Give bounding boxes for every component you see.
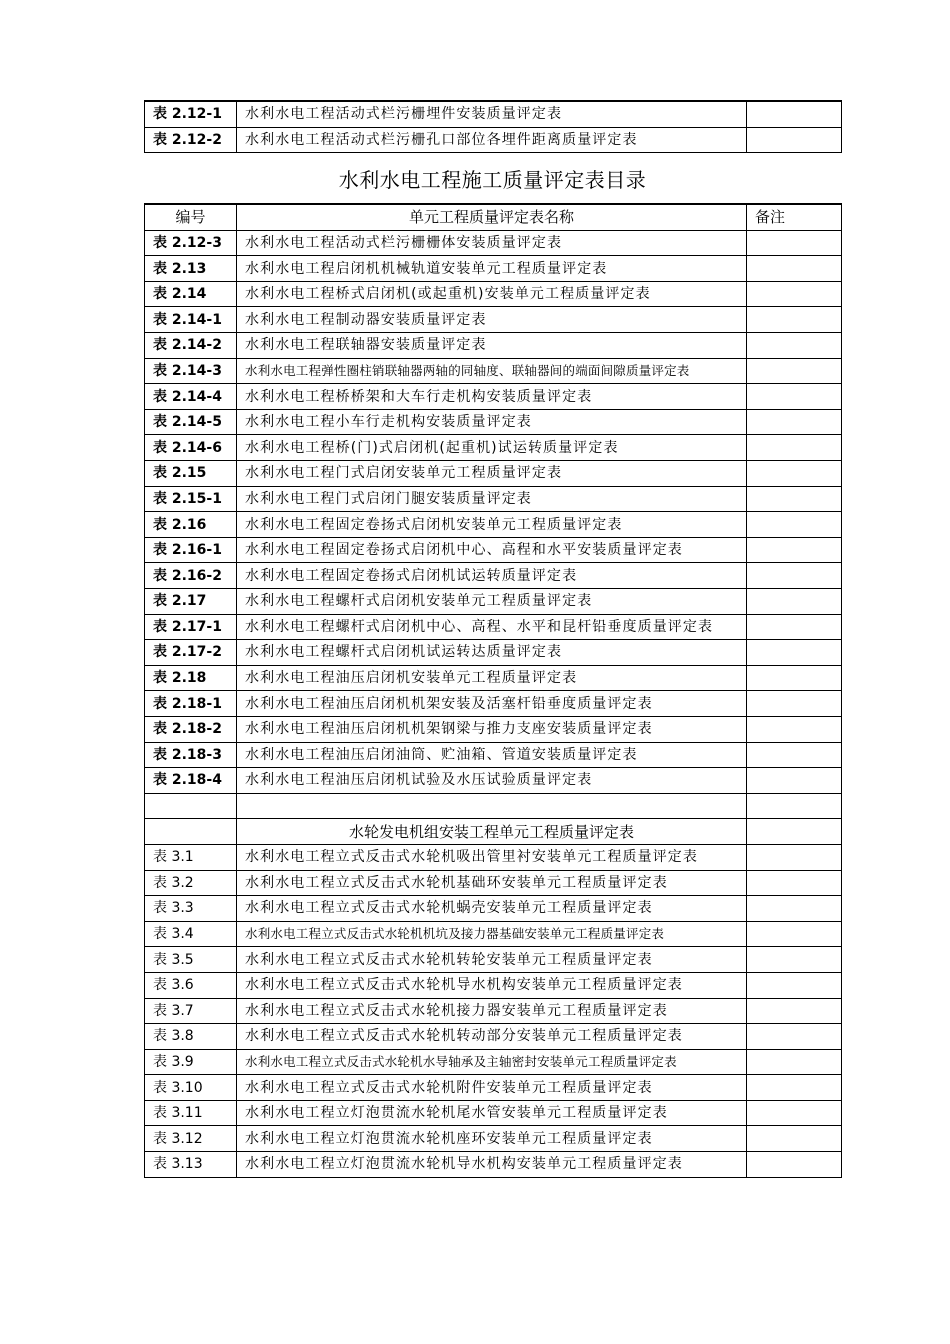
row-code: 表 2.14-6 xyxy=(145,435,237,461)
empty-cell xyxy=(237,793,747,819)
row-note xyxy=(747,972,842,998)
table-row xyxy=(145,716,842,742)
row-note xyxy=(747,101,842,127)
table-row xyxy=(145,998,842,1024)
row-code: 表 2.18-2 xyxy=(145,716,237,742)
table-row xyxy=(145,384,842,410)
table-row xyxy=(145,435,842,461)
row-name: 水利水电工程立式反击式水轮机转动部分安装单元工程质量评定表 xyxy=(237,1024,747,1050)
row-code: 表 2.17-2 xyxy=(145,640,237,666)
row-note xyxy=(747,333,842,359)
table-row xyxy=(145,409,842,435)
row-name: 水利水电工程立式反击式水轮机附件安装单元工程质量评定表 xyxy=(237,1075,747,1101)
section-heading: 水轮发电机组安装工程单元工程质量评定表 xyxy=(237,819,747,845)
row-name: 水利水电工程立式反击式水轮机蜗壳安装单元工程质量评定表 xyxy=(237,896,747,922)
row-code: 表 2.18 xyxy=(145,665,237,691)
table-row xyxy=(145,972,842,998)
catalog-table xyxy=(144,203,842,1178)
row-code: 表 2.12-1 xyxy=(145,101,237,127)
row-name: 水利水电工程螺杆式启闭机试运转达质量评定表 xyxy=(237,640,747,666)
row-name: 水利水电工程立灯泡贯流水轮机尾水管安装单元工程质量评定表 xyxy=(237,1100,747,1126)
table-row xyxy=(145,461,842,487)
table-row xyxy=(145,768,842,794)
table-row xyxy=(145,333,842,359)
row-name: 水利水电工程联轴器安装质量评定表 xyxy=(237,333,747,359)
row-code: 表 2.17 xyxy=(145,589,237,615)
row-note xyxy=(747,1100,842,1126)
row-note xyxy=(747,1152,842,1178)
row-name: 水利水电工程小车行走机构安装质量评定表 xyxy=(237,409,747,435)
row-name: 水利水电工程立式反击式水轮机基础环安装单元工程质量评定表 xyxy=(237,870,747,896)
row-code: 表 2.16 xyxy=(145,512,237,538)
row-name: 水利水电工程油压启闭机安装单元工程质量评定表 xyxy=(237,665,747,691)
row-name: 水利水电工程油压启闭机机架安装及活塞杆铅垂度质量评定表 xyxy=(237,691,747,717)
row-note xyxy=(747,665,842,691)
row-note xyxy=(747,307,842,333)
table-row xyxy=(145,691,842,717)
row-code: 表 2.18-4 xyxy=(145,768,237,794)
row-name: 水利水电工程门式启闭安装单元工程质量评定表 xyxy=(237,461,747,487)
row-name: 水利水电工程油压启闭机试验及水压试验质量评定表 xyxy=(237,768,747,794)
row-note xyxy=(747,844,842,870)
row-name: 水利水电工程立式反击式水轮机水导轴承及主轴密封安装单元工程质量评定表 xyxy=(237,1049,747,1075)
row-note xyxy=(747,589,842,615)
table-row xyxy=(145,1049,842,1075)
row-note xyxy=(747,614,842,640)
table-row xyxy=(145,256,842,282)
row-code: 表 3.9 xyxy=(145,1049,237,1075)
row-code: 表 2.14-2 xyxy=(145,333,237,359)
row-name: 水利水电工程活动式栏污栅孔口部位各埋件距离质量评定表 xyxy=(237,127,747,153)
empty-row xyxy=(145,793,842,819)
table-row xyxy=(145,358,842,384)
row-note xyxy=(747,256,842,282)
table-row xyxy=(145,1075,842,1101)
row-note xyxy=(747,691,842,717)
row-code: 表 3.12 xyxy=(145,1126,237,1152)
table-row xyxy=(145,101,842,127)
header-name: 单元工程质量评定表名称 xyxy=(237,204,747,230)
row-code: 表 2.13 xyxy=(145,256,237,282)
row-code: 表 2.15 xyxy=(145,461,237,487)
row-note xyxy=(747,896,842,922)
table-row xyxy=(145,844,842,870)
row-name: 水利水电工程固定卷扬式启闭机试运转质量评定表 xyxy=(237,563,747,589)
row-note xyxy=(747,486,842,512)
row-name: 水利水电工程固定卷扬式启闭机中心、高程和水平安装质量评定表 xyxy=(237,537,747,563)
row-code: 表 3.8 xyxy=(145,1024,237,1050)
row-name: 水利水电工程桥(门)式启闭机(起重机)试运转质量评定表 xyxy=(237,435,747,461)
row-note xyxy=(747,409,842,435)
row-note xyxy=(747,1049,842,1075)
row-code: 表 3.4 xyxy=(145,921,237,947)
row-note xyxy=(747,768,842,794)
row-note xyxy=(747,384,842,410)
table-row xyxy=(145,1024,842,1050)
row-note xyxy=(747,1075,842,1101)
row-note xyxy=(747,716,842,742)
empty-cell xyxy=(747,819,842,845)
table-row xyxy=(145,281,842,307)
empty-cell xyxy=(145,793,237,819)
row-code: 表 2.18-1 xyxy=(145,691,237,717)
row-name: 水利水电工程弹性圈柱销联轴器两轴的同轴度、联轴器间的端面间隙质量评定表 xyxy=(237,358,747,384)
table-row xyxy=(145,1100,842,1126)
row-name: 水利水电工程立式反击式水轮机导水机构安装单元工程质量评定表 xyxy=(237,972,747,998)
row-note xyxy=(747,1024,842,1050)
row-note xyxy=(747,870,842,896)
row-code: 表 2.14-1 xyxy=(145,307,237,333)
top-continuation-table xyxy=(144,100,842,153)
row-code: 表 2.16-2 xyxy=(145,563,237,589)
row-note xyxy=(747,563,842,589)
row-note xyxy=(747,512,842,538)
table-row xyxy=(145,614,842,640)
table-row xyxy=(145,486,842,512)
row-name: 水利水电工程启闭机机械轨道安装单元工程质量评定表 xyxy=(237,256,747,282)
row-note xyxy=(747,998,842,1024)
row-code: 表 2.18-3 xyxy=(145,742,237,768)
row-code: 表 2.14-4 xyxy=(145,384,237,410)
row-name: 水利水电工程螺杆式启闭机中心、高程、水平和昆杆铅垂度质量评定表 xyxy=(237,614,747,640)
row-code: 表 3.10 xyxy=(145,1075,237,1101)
empty-cell xyxy=(145,819,237,845)
row-note xyxy=(747,921,842,947)
table-row xyxy=(145,127,842,153)
row-code: 表 2.16-1 xyxy=(145,537,237,563)
row-name: 水利水电工程桥桥架和大车行走机构安装质量评定表 xyxy=(237,384,747,410)
table-row xyxy=(145,512,842,538)
row-code: 表 2.17-1 xyxy=(145,614,237,640)
row-code: 表 2.12-3 xyxy=(145,230,237,256)
row-name: 水利水电工程立式反击式水轮机吸出管里衬安装单元工程质量评定表 xyxy=(237,844,747,870)
row-note xyxy=(747,358,842,384)
row-code: 表 2.12-2 xyxy=(145,127,237,153)
row-code: 表 3.7 xyxy=(145,998,237,1024)
row-code: 表 2.14-3 xyxy=(145,358,237,384)
table-row xyxy=(145,742,842,768)
header-note: 备注 xyxy=(747,204,842,230)
row-code: 表 3.13 xyxy=(145,1152,237,1178)
header-code: 编号 xyxy=(145,204,237,230)
row-code: 表 3.6 xyxy=(145,972,237,998)
table-row xyxy=(145,896,842,922)
row-note xyxy=(747,742,842,768)
page-title: 水利水电工程施工质量评定表目录 xyxy=(338,168,647,192)
row-name: 水利水电工程固定卷扬式启闭机安装单元工程质量评定表 xyxy=(237,512,747,538)
table-row xyxy=(145,589,842,615)
row-name: 水利水电工程立灯泡贯流水轮机导水机构安装单元工程质量评定表 xyxy=(237,1152,747,1178)
row-note xyxy=(747,640,842,666)
row-name: 水利水电工程油压启闭油筒、贮油箱、管道安装质量评定表 xyxy=(237,742,747,768)
row-note xyxy=(747,537,842,563)
section-heading-row xyxy=(145,819,842,845)
row-name: 水利水电工程立式反击式水轮机转轮安装单元工程质量评定表 xyxy=(237,947,747,973)
row-note xyxy=(747,461,842,487)
row-name: 水利水电工程桥式启闭机(或起重机)安装单元工程质量评定表 xyxy=(237,281,747,307)
table-row xyxy=(145,230,842,256)
row-name: 水利水电工程活动式栏污栅栅体安装质量评定表 xyxy=(237,230,747,256)
row-name: 水利水电工程活动式栏污栅埋件安装质量评定表 xyxy=(237,101,747,127)
empty-cell xyxy=(747,793,842,819)
row-name: 水利水电工程制动器安装质量评定表 xyxy=(237,307,747,333)
row-code: 表 2.14-5 xyxy=(145,409,237,435)
row-name: 水利水电工程立式反击式水轮机机坑及接力器基础安装单元工程质量评定表 xyxy=(237,921,747,947)
row-name: 水利水电工程螺杆式启闭机安装单元工程质量评定表 xyxy=(237,589,747,615)
table-row xyxy=(145,665,842,691)
table-row xyxy=(145,947,842,973)
table-row xyxy=(145,921,842,947)
row-name: 水利水电工程门式启闭门腿安装质量评定表 xyxy=(237,486,747,512)
row-code: 表 2.14 xyxy=(145,281,237,307)
row-code: 表 3.1 xyxy=(145,844,237,870)
row-note xyxy=(747,435,842,461)
table-row xyxy=(145,1126,842,1152)
table-row xyxy=(145,640,842,666)
row-name: 水利水电工程立式反击式水轮机接力器安装单元工程质量评定表 xyxy=(237,998,747,1024)
table-row xyxy=(145,537,842,563)
table-row xyxy=(145,307,842,333)
row-code: 表 3.5 xyxy=(145,947,237,973)
row-note xyxy=(747,281,842,307)
row-name: 水利水电工程油压启闭机机架钢梁与推力支座安装质量评定表 xyxy=(237,716,747,742)
table-row xyxy=(145,870,842,896)
table-row xyxy=(145,1152,842,1178)
row-code: 表 2.15-1 xyxy=(145,486,237,512)
row-name: 水利水电工程立灯泡贯流水轮机座环安装单元工程质量评定表 xyxy=(237,1126,747,1152)
row-code: 表 3.11 xyxy=(145,1100,237,1126)
row-note xyxy=(747,127,842,153)
row-code: 表 3.2 xyxy=(145,870,237,896)
row-code: 表 3.3 xyxy=(145,896,237,922)
row-note xyxy=(747,947,842,973)
table-row xyxy=(145,563,842,589)
row-note xyxy=(747,1126,842,1152)
table-header-row xyxy=(145,204,842,230)
row-note xyxy=(747,230,842,256)
